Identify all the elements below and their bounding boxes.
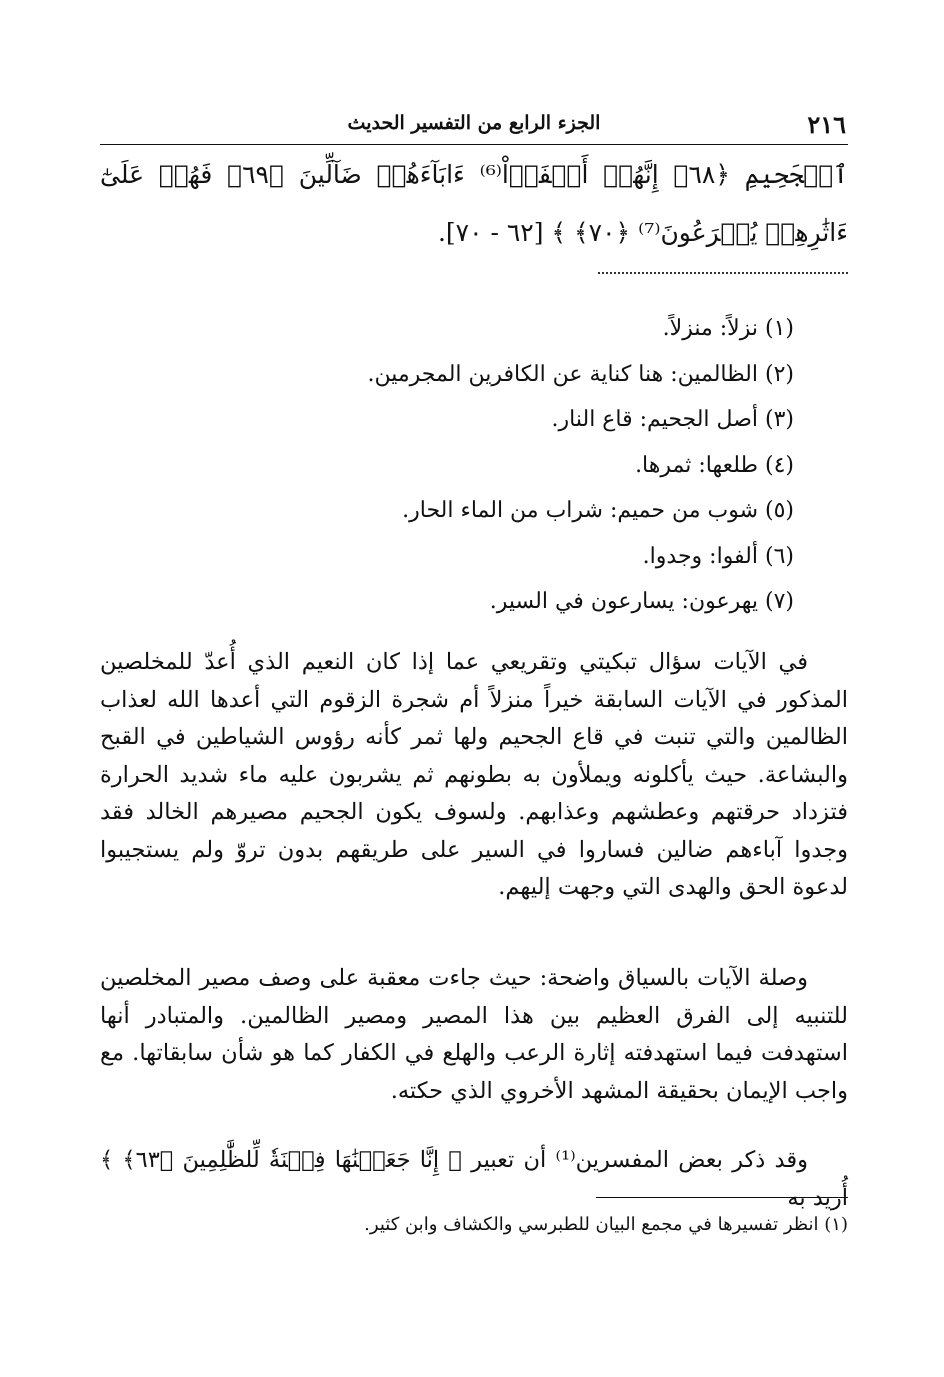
glossary-item: (٥) شوب من حميم: شراب من الماء الحار.	[402, 498, 794, 523]
glossary-item: (١) نزلاً: منزلاً.	[662, 316, 794, 341]
footnote: (١) انظر تفسيرها في مجمع البيان للطبرسي والكشاف وابن كثير.	[364, 1214, 848, 1235]
page-number: ٢١٦	[807, 110, 846, 139]
glossary-item: (٣) أصل الجحيم: قاع النار.	[551, 407, 794, 432]
glossary-list	[234, 306, 794, 625]
dotted-separator	[598, 272, 848, 276]
quran-verses: ٱلۡجَحِيمِ ﴿٦٨﴾ إِنَّهُمۡ أَلۡفَوۡاْ⁽⁶⁾ ءَابَآءَهُمۡ ضَآلِّينَ ﴿٦٩﴾ فَهُمۡ عَلَىٰٓ ءَاثَٰرِهِمۡ يُهۡرَعُونَ⁽⁷⁾ ﴿٧٠﴾ ﴾ [٦٢ - ٧٠].	[100, 160, 848, 247]
continuation-paragraph: وقد ذكر بعض المفسرين⁽¹⁾ أن تعبير ﴿ إِنَّا جَعَلۡنَٰهَا فِتۡنَةٗ لِّلظَّٰلِمِينَ ﴿٦٣﴾ ﴾ أُريد به	[100, 1147, 848, 1211]
glossary-item: (٧) يهرعون: يسارعون في السير.	[489, 589, 794, 614]
context-paragraph: وصلة الآيات بالسياق واضحة: حيث جاءت معقبة على وصف مصير المخلصين للتنبيه إلى الفرق العظيم بين هذا المصير ومصير الظالمين. والمتبادر أنها استهدفت فيما استهدفته إثارة الرعب والهلع في الكفار كما هو شأن سابقاتها. مع واجب الإيمان بحقيقة المشهد الأخروي الذي حكته.	[100, 965, 848, 1104]
glossary-item: (٢) الظالمين: هنا كناية عن الكافرين المجرمين.	[367, 361, 794, 387]
running-title: الجزء الرابع من التفسير الحديث	[347, 112, 601, 134]
commentary-paragraph: في الآيات سؤال تبكيتي وتقريعي عما إذا كان النعيم الذي أُعدّ للمخلصين المذكور في الآيات السابقة خيراً منزلاً أم شجرة الزقوم التي أعدها الله لعذاب الظالمين والتي تنبت في قاع الجحيم ولها ثمر كأنه رؤوس الشياطين في القبح والبشاعة. حيث يأكلونه ويملأون به بطونهم ثم يشربون عليه ماء شديد الحرارة فتزداد حرقتهم وعطشهم وعذابهم. ولسوف يكون الجحيم مصيرهم الخالد فقد وجدوا آباءهم ضالين فساروا في السير على طريقهم بدون تروّ ولم يستجيبوا لدعوة الحق والهدى التي وجهت إليهم.	[100, 649, 848, 900]
glossary-item: (٤) طلعها: ثمرها.	[635, 452, 794, 478]
glossary-item: (٦) ألفوا: وجدوا.	[642, 543, 794, 569]
footnote-divider	[596, 1197, 848, 1198]
page-header	[100, 104, 848, 145]
